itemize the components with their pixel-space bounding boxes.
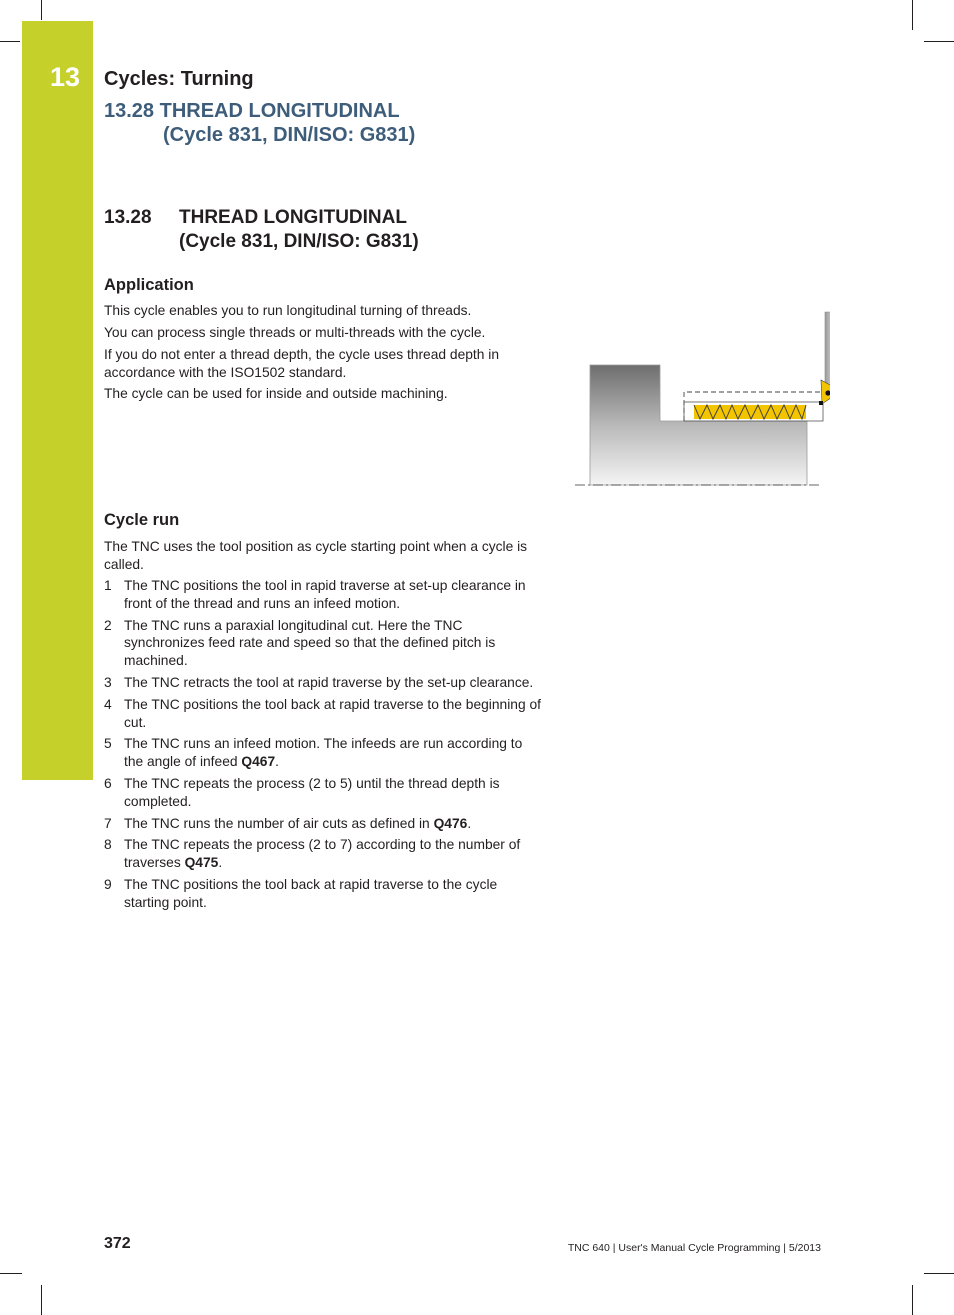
list-item: 6 The TNC repeats the process (2 to 5) until the thread depth is completed. [104,775,500,809]
application-paragraph: You can process single threads or multi-threads with the cycle. [104,325,486,340]
running-section-line1: 13.28 THREAD LONGITUDINAL [104,100,400,122]
chapter-number: 13 [50,62,81,92]
running-section-line2: (Cycle 831, DIN/ISO: G831) [163,124,416,146]
crop-mark [41,1285,42,1315]
cycle-run-heading: Cycle run [104,511,180,529]
workpiece-shape [590,365,807,485]
crop-mark [0,1273,22,1274]
thread-longitudinal-illustration [570,305,830,495]
crop-mark [912,1285,913,1315]
list-item: 3 The TNC retracts the tool at rapid traverse by the set-up clearance. [104,674,534,690]
crop-mark [0,41,20,42]
application-paragraph: This cycle enables you to run longitudinal turning of threads. [104,303,472,318]
section-title [104,206,419,254]
application-heading: Application [104,276,194,294]
crop-mark [912,0,913,30]
cycle-run-steps [104,577,544,916]
application-paragraph: If you do not enter a thread depth, the cycle uses thread depth in accordance with the ISO1502 standard. [104,347,500,380]
crop-mark [924,41,954,42]
parameter-ref: Q476 [433,815,468,831]
cycle-run-intro: The TNC uses the tool position as cycle starting point when a cycle is called. [104,539,528,572]
crop-mark [41,0,42,20]
list-item: 1 The TNC positions the tool in rapid traverse at set-up clearance in front of the thread and runs an infeed motion. [104,578,526,611]
list-item: 7 The TNC runs the number of air cuts as defined in Q476. [104,815,472,831]
parameter-ref: Q467 [241,754,276,770]
list-item: 9 The TNC positions the tool back at rapid traverse to the cycle starting point. [104,876,498,910]
list-item: 4 The TNC positions the tool back at rapid traverse to the beginning of cut. [104,696,541,730]
footer-text: TNC 640 | User's Manual Cycle Programming | 5/2013 [567,1242,821,1254]
parameter-ref: Q475 [184,855,219,871]
list-item: 2 The TNC runs a paraxial longitudinal cut. Here the TNC synchronizes feed rate and speed so that the defined pitch is machined. [104,617,496,669]
crop-mark [924,1273,954,1274]
application-paragraph: The cycle can be used for inside and outside machining. [104,386,448,401]
cycle-start-marker [819,401,823,405]
section-title-line1: THREAD LONGITUDINAL [179,207,407,228]
section-title-line2: (Cycle 831, DIN/ISO: G831) [179,231,419,252]
chapter-title: Cycles: Turning [104,68,254,90]
chapter-sidebar [22,21,93,780]
section-number: 13.28 [104,207,152,228]
running-section-header [104,99,415,147]
page-number: 372 [104,1235,131,1252]
list-item: 5 The TNC runs an infeed motion. The infeeds are run according to the angle of infeed Q467. [104,736,523,770]
list-item: 8 The TNC repeats the process (2 to 7) according to the number of traverses Q475. [104,837,521,871]
